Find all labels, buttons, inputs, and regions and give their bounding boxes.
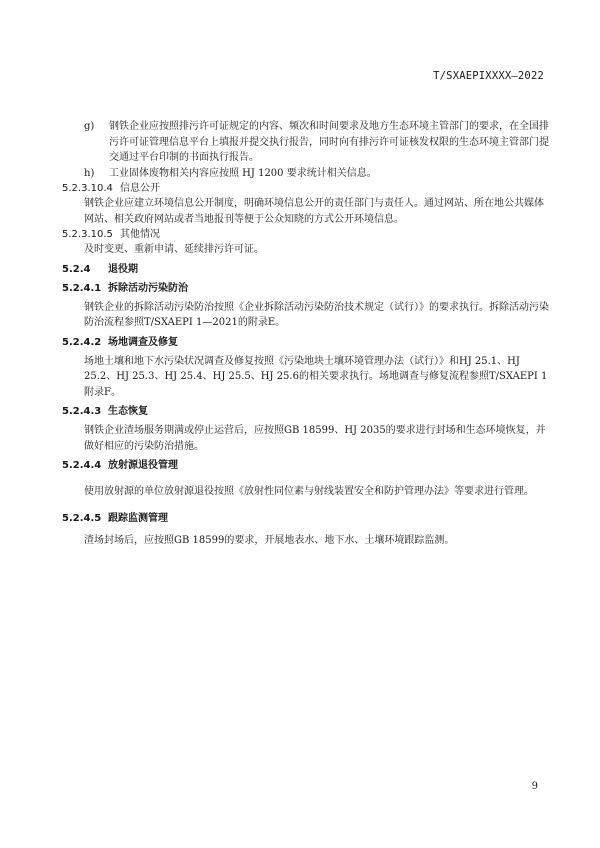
section-title: 其他情况 xyxy=(120,229,160,240)
list-item-g xyxy=(84,119,550,166)
page-content xyxy=(62,119,550,549)
paragraph: 及时变更、重新申请、延续排污许可证。 xyxy=(84,244,264,255)
document-code: T/SXAEPIXXXX—2022 xyxy=(433,70,544,82)
section-number: 5.2.4.5 xyxy=(62,513,102,524)
section-number: 5.2.4 xyxy=(62,263,91,275)
section-title: 信息公开 xyxy=(120,183,160,194)
section-title: 生态恢复 xyxy=(108,406,148,417)
paragraph: 钢铁企业应建立环境信息公开制度，明确环境信息公开的责任部门与责任人。通过网站、所在地公共媒体网站、相关政府网站或者当地报刊等便于公众知晓的方式公开环境信息。 xyxy=(84,198,544,225)
section-number: 5.2.4.1 xyxy=(62,282,102,294)
paragraph: 钢铁企业的拆除活动污染防治按照《企业拆除活动污染防治技术规定（试行）》的要求执行。拆除活动污染防治流程参照T/SXAEPI 1—2021的附录E。 xyxy=(84,301,549,328)
paragraph: 使用放射源的单位放射源退役按照《放射性同位素与射线装置安全和防护管理办法》等要求进行管理。 xyxy=(84,486,534,497)
list-marker: g) xyxy=(84,121,95,132)
paragraph: 场地土壤和地下水污染状况调查及修复按照《污染地块土壤环境管理办法（试行）》和HJ 25.1、HJ 25.2、HJ 25.3、HJ 25.4、HJ 25.5、HJ 25.6的相关要求执行。场地调查与修复流程参照T/SXAEPI 1附录F。 xyxy=(84,355,548,398)
paragraph: 渣场封场后，应按照GB 18599的要求，开展地表水、地下水、土壤环境跟踪监测。 xyxy=(84,535,455,546)
list-item-h xyxy=(84,166,550,182)
section-title: 退役期 xyxy=(108,263,138,275)
heading-5-2-4-2 xyxy=(62,335,550,350)
list-item-text: 工业固体废物相关内容应按照 HJ 1200 要求统计相关信息。 xyxy=(109,167,377,179)
heading-5-2-4-3 xyxy=(62,404,550,419)
list-item-text: 钢铁企业应按照排污许可证规定的内容、频次和时间要求及地方生态环境主管部门的要求，在全国排污许可证管理信息平台上填报并提交执行报告，同时向有排污许可证核发权限的生态环境主管部门提交通过平台印制的书面执行报告。 xyxy=(109,121,549,163)
heading-5-2-4-1 xyxy=(62,281,550,296)
section-number: 5.2.4.2 xyxy=(62,336,102,348)
section-title: 跟踪监测管理 xyxy=(108,513,168,524)
heading-5-2-4-5 xyxy=(62,511,550,526)
section-title: 放射源退役管理 xyxy=(108,460,178,471)
page-number: 9 xyxy=(531,781,538,792)
section-title: 场地调查及修复 xyxy=(108,336,178,348)
list-marker: h) xyxy=(84,167,95,179)
heading-5-2-4-4 xyxy=(62,458,550,473)
heading-5-2-3-10-4 xyxy=(62,181,550,196)
section-number: 5.2.4.4 xyxy=(62,460,102,471)
paragraph: 钢铁企业渣场服务期满或停止运营后，应按照GB 18599、HJ 2035的要求进行封场和生态环境恢复，并做好相应的污染防治措施。 xyxy=(84,425,546,452)
heading-5-2-3-10-5 xyxy=(62,227,550,242)
section-title: 拆除活动污染防治 xyxy=(108,282,188,294)
heading-5-2-4 xyxy=(62,262,550,277)
section-number: 5.2.3.10.4 xyxy=(62,183,113,194)
section-number: 5.2.3.10.5 xyxy=(62,229,113,240)
section-number: 5.2.4.3 xyxy=(62,406,102,417)
